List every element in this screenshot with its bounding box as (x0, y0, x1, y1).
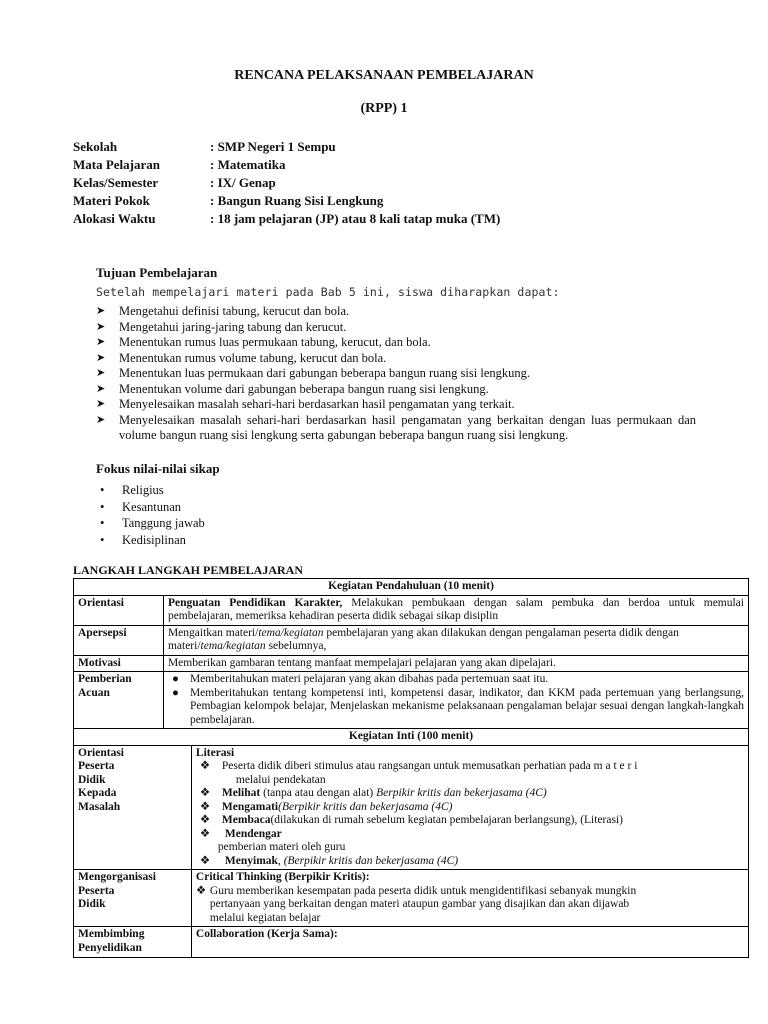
row-content: Literasi ❖ Peserta didik diberi stimulus atau rangsangan untuk memusatkan perhatian pada m a t e r i melalui pendekatan ❖ Melihat (tanpa atau dengan alat) Berpikir kritis dan bekerjasama (4C) ❖ Mengamati(Berpikir kritis dan bekerjasama (4C) ❖ Membaca(dilakukan di rumah sebelum kegiatan pembelajaran berlangsung), (Literasi) ❖ Mendengar pemberian materi oleh guru ❖ Menyimak, (Berpikir kritis dan bekerjasama (4C) (191, 745, 748, 870)
fokus-list (100, 482, 205, 548)
table-row (74, 745, 749, 870)
identity-value: : 18 jam pelajaran (JP) atau 8 kali tatap muka (TM) (210, 211, 501, 226)
section-title: Kegiatan Pendahuluan (10 menit) (74, 579, 749, 596)
row-label: Mengorganisasi Peserta Didik (74, 870, 192, 927)
tujuan-intro: Setelah mempelajari materi pada Bab 5 ini, siswa diharapkan dapat: (96, 285, 560, 299)
list-item: • Tanggung jawab (100, 516, 205, 530)
identity-value: : SMP Negeri 1 Sempu (210, 139, 336, 154)
arrow-bullet-icon: ➤ (96, 398, 106, 410)
arrow-bullet-icon: ➤ (96, 367, 106, 379)
identity-label: Alokasi Waktu (73, 211, 156, 226)
diamond-bullet-icon: ❖ (199, 827, 211, 840)
diamond-bullet-icon: ❖ (195, 884, 207, 897)
list-item: ➤ Menyelesaikan masalah sehari-hari berdasarkan hasil pengamatan yang berkaitan dengan luas permukaan dan volume bangun ruang sisi lengkung serta gabungan beberapa bangun ruang sisi lengkung. (96, 412, 696, 442)
identity-value: : Matematika (210, 157, 286, 172)
diamond-bullet-icon: ❖ (199, 854, 211, 867)
list-item: ❖ Mendengar (199, 827, 282, 840)
list-item: ➤ Menentukan luas permukaan dari gabungan beberapa bangun ruang sisi lengkung. (96, 366, 530, 380)
row-content (163, 672, 748, 729)
document-title: RENCANA PELAKSANAAN PEMBELAJARAN (234, 68, 534, 83)
row-content: Memberikan gambaran tentang manfaat mempelajari pelajaran yang akan dipelajari. (163, 655, 748, 672)
bullet-icon: • (100, 499, 105, 514)
list-item: ➤ Mengetahui definisi tabung, kerucut dan bola. (96, 304, 350, 318)
list-item: ❖ Membaca(dilakukan di rumah sebelum kegiatan pembelajaran berlangsung), (Literasi) (199, 814, 623, 826)
langkah-heading: LANGKAH LANGKAH PEMBELAJARAN (73, 563, 304, 577)
identity-label: Mata Pelajaran (73, 157, 161, 172)
row-label: Orientasi (74, 595, 164, 625)
table-row (74, 927, 749, 958)
arrow-bullet-icon: ➤ (96, 382, 106, 395)
list-item: ➤ Mengetahui jaring-jaring tabung dan kerucut. (96, 319, 347, 334)
arrow-bullet-icon: ➤ (96, 305, 106, 317)
row-label: Membimbing Penyelidikan (74, 927, 192, 958)
table-row (74, 595, 749, 625)
document-subtitle: (RPP) 1 (360, 101, 408, 116)
diamond-bullet-icon: ❖ (199, 787, 211, 799)
list-item: ❖ Mengamati(Berpikir kritis dan bekerjasama (4C) (199, 800, 453, 813)
identity-label: Kelas/Semester (73, 175, 159, 190)
table-row (74, 655, 749, 672)
langkah-table (73, 578, 749, 958)
list-item: ➤ Menyelesaikan masalah sehari-hari berdasarkan hasil pengamatan yang terkait. (96, 397, 515, 411)
bullet-icon: ● (171, 673, 179, 685)
list-item: ❖ Menyimak, (Berpikir kritis dan bekerjasama (4C) (199, 854, 459, 867)
row-content: Critical Thinking (Berpikir Kritis): ❖ Guru memberikan kesempatan pada peserta didik untuk mengidentifikasi sebanyak mungkin pertanyaan yang berkaitan dengan materi ataupun gambar yang disajikan dan akan dijawab melalui kegiatan belajar (191, 870, 748, 927)
identity-label: Materi Pokok (73, 193, 150, 208)
list-item: • Kedisiplinan (100, 532, 186, 547)
table-row (74, 672, 749, 729)
diamond-bullet-icon: ❖ (199, 800, 211, 813)
identity-value: : Bangun Ruang Sisi Lengkung (210, 193, 384, 208)
list-item: • Religius (100, 483, 164, 497)
row-label: Orientasi Peserta Didik Kepada Masalah (74, 745, 192, 870)
bullet-icon: • (100, 516, 105, 530)
row-label: Apersepsi (74, 625, 164, 655)
row-label: Pemberian Acuan (74, 672, 164, 729)
arrow-bullet-icon: ➤ (96, 336, 106, 348)
section-title: Kegiatan Inti (100 menit) (74, 729, 749, 746)
arrow-bullet-icon: ➤ (96, 320, 106, 333)
fokus-heading: Fokus nilai-nilai sikap (96, 461, 220, 476)
list-item: ● Memberitahukan tentang kompetensi inti, kompetensi dasar, indikator, dan KKM pada pertemuan yang berlangsung, Pembagian kelompok belajar, Menjelaskan mekanisme pelaksanaan pengalaman belajar sesuai dengan langkah-langkah pembelajaran. (171, 686, 744, 726)
list-item: ➤ Menentukan volume dari gabungan beberapa bangun ruang sisi lengkung. (96, 381, 489, 396)
row-content: Collaboration (Kerja Sama): (191, 927, 748, 958)
list-item: ➤ Menentukan rumus volume tabung, kerucut dan bola. (96, 350, 387, 365)
identity-label: Sekolah (73, 139, 118, 154)
table-row (74, 579, 749, 596)
tujuan-list (96, 304, 696, 444)
list-item: ❖ Peserta didik diberi stimulus atau rangsangan untuk memusatkan perhatian pada m a t e r i (199, 760, 638, 772)
list-item: ➤ Menentukan rumus luas permukaan tabung, kerucut, dan bola. (96, 335, 431, 349)
row-label: Motivasi (74, 655, 164, 672)
bullet-icon: • (100, 532, 105, 547)
table-row (74, 625, 749, 655)
list-item: ● Memberitahukan materi pelajaran yang akan dibahas pada pertemuan saat itu. (171, 673, 549, 685)
bullet-icon: • (100, 483, 105, 497)
table-row (74, 729, 749, 746)
list-item: • Kesantunan (100, 499, 182, 514)
table-row (74, 870, 749, 927)
tujuan-heading: Tujuan Pembelajaran (96, 265, 218, 280)
diamond-bullet-icon: ❖ (199, 814, 211, 826)
identity-value: : IX/ Genap (210, 175, 276, 190)
arrow-bullet-icon: ➤ (96, 413, 106, 426)
bullet-icon: ● (171, 686, 179, 699)
arrow-bullet-icon: ➤ (96, 351, 106, 364)
diamond-bullet-icon: ❖ (199, 760, 211, 772)
row-content: Mengaitkan materi/tema/kegiatan pembelajaran yang akan dilakukan dengan pengalaman peserta didik dengan materi/tema/kegiatan sebelumnya, (163, 625, 748, 655)
row-content: Penguatan Pendidikan Karakter, Melakukan pembukaan dengan salam pembuka dan berdoa untuk memulai pembelajaran, memeriksa kehadiran peserta didik sebagai sikap disiplin (163, 595, 748, 625)
list-item: ❖ Guru memberikan kesempatan pada peserta didik untuk mengidentifikasi sebanyak mungkin (195, 884, 637, 897)
list-item: ❖ Melihat (tanpa atau dengan alat) Berpikir kritis dan bekerjasama (4C) (199, 787, 547, 799)
